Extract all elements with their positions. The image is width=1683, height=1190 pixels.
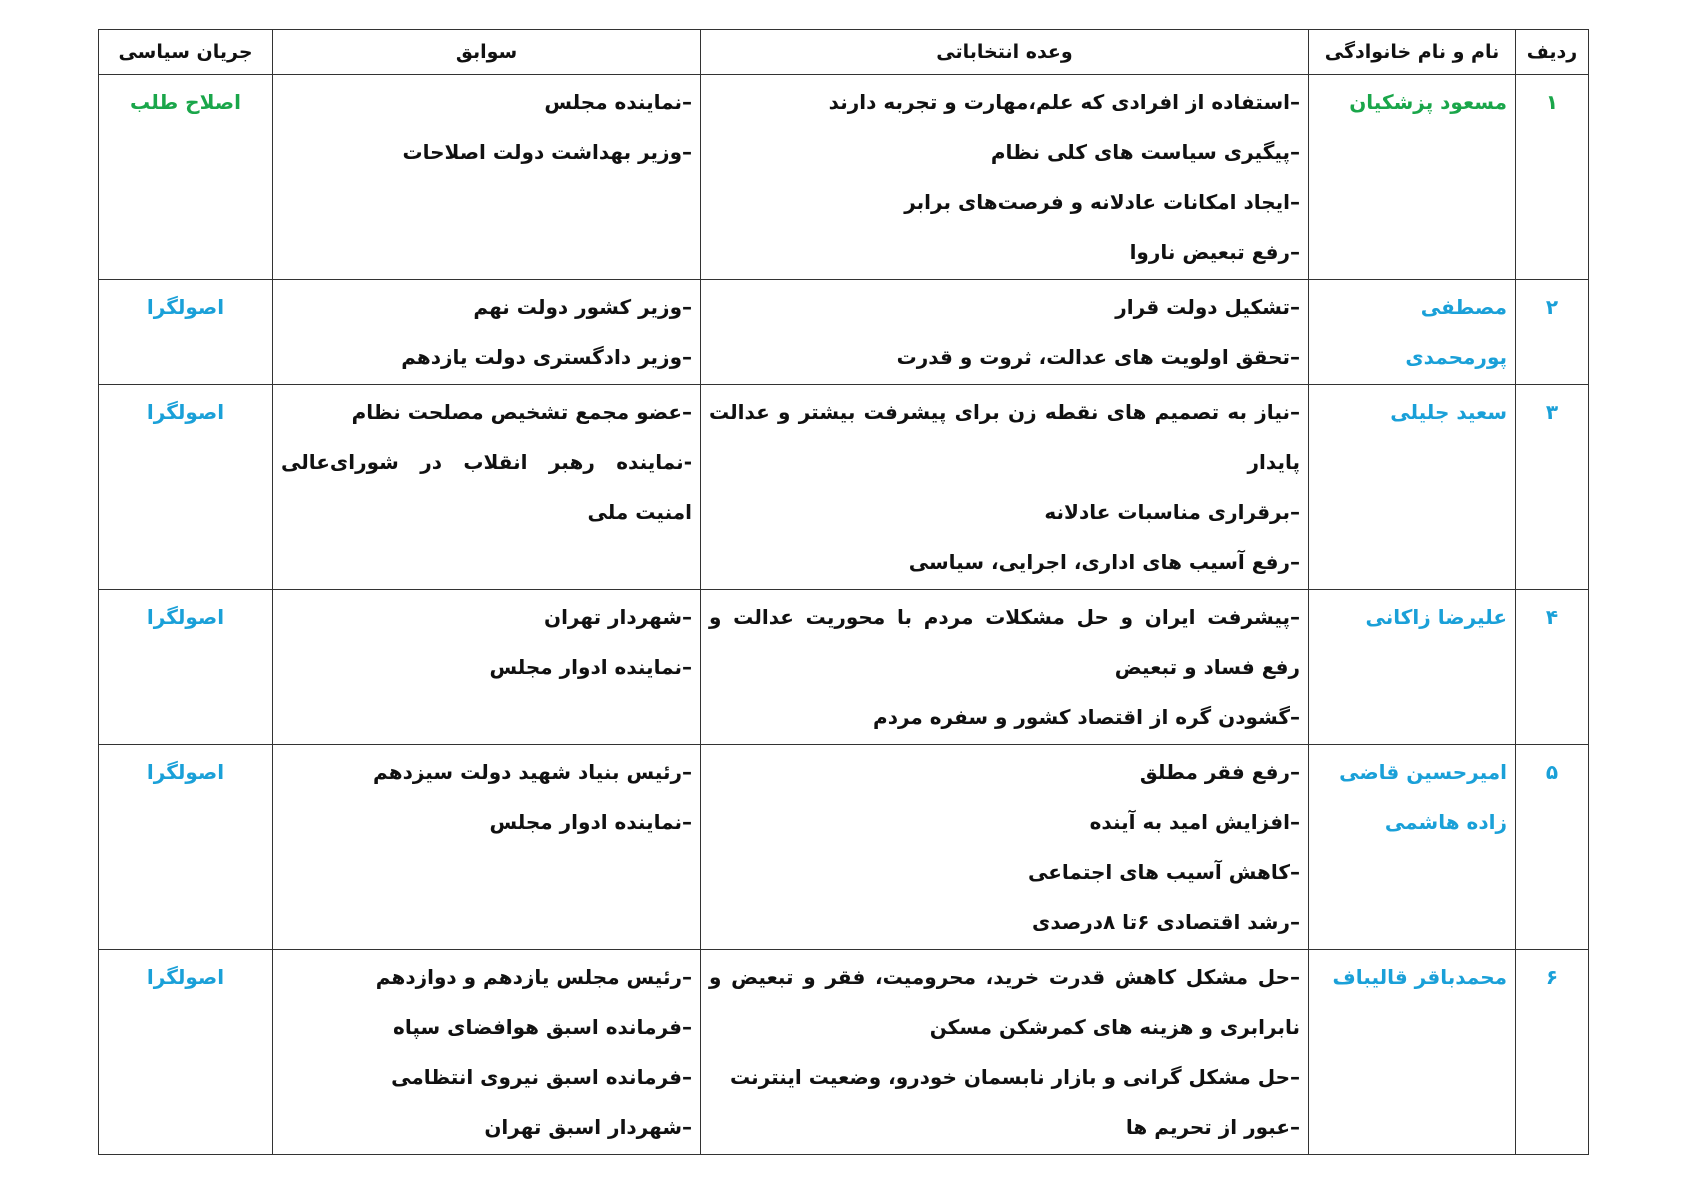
- row-number: ۳: [1516, 385, 1589, 590]
- background-item: –عضو مجمع تشخیص مصلحت نظام: [351, 400, 692, 424]
- party-cell: اصولگرا: [99, 385, 273, 590]
- promise-item: –رشد اقتصادی ۶تا ۸درصدی: [1031, 910, 1300, 934]
- promises-cell: [701, 590, 1309, 745]
- row-number: ۵: [1516, 745, 1589, 950]
- promises-cell: [701, 280, 1309, 385]
- promise-item: –ایجاد امکانات عادلانه و فرصت‌های برابر: [904, 190, 1300, 214]
- header-full-name: نام و نام خانوادگی: [1309, 30, 1516, 75]
- promise-item: –برقراری مناسبات عادلانه: [1044, 500, 1300, 524]
- promise-item: –افزایش امید به آینده: [1089, 810, 1300, 834]
- promise-item: –پیگیری سیاست های کلی نظام: [990, 140, 1300, 164]
- background-cell: [273, 75, 701, 280]
- background-item: –شهردار اسبق تهران: [484, 1115, 692, 1139]
- promise-item: –پیشرفت ایران و حل مشکلات مردم با محوریت عدالت و رفع فساد و تبعیض: [709, 605, 1300, 679]
- background-item: –شهردار تهران: [544, 605, 692, 629]
- row-number: ۴: [1516, 590, 1589, 745]
- promise-item: –تحقق اولویت های عدالت، ثروت و قدرت: [896, 345, 1300, 369]
- header-election-promises: وعده انتخاباتی: [701, 30, 1309, 75]
- promise-item: –رفع آسیب های اداری، اجرایی، سیاسی: [908, 550, 1300, 574]
- background-item: –فرمانده اسبق هوافضای سپاه: [393, 1015, 692, 1039]
- promises-cell: [701, 385, 1309, 590]
- background-item: –نماینده مجلس: [544, 90, 692, 114]
- promise-item: –عبور از تحریم ها: [1125, 1115, 1300, 1139]
- table-row: [99, 745, 1589, 950]
- background-cell: [273, 280, 701, 385]
- promises-cell: [701, 745, 1309, 950]
- header-political-party: جریان سیاسی: [99, 30, 273, 75]
- document-sheet: [98, 29, 1588, 1155]
- table-row: [99, 385, 1589, 590]
- promise-item: –رفع تبعیض ناروا: [1129, 240, 1300, 264]
- promise-item: –نیاز به تصمیم های نقطه زن برای پیشرفت بیشتر و عدالت پایدار: [709, 400, 1300, 474]
- candidate-name: محمدباقر قالیباف: [1309, 950, 1516, 1155]
- promise-item: –تشکیل دولت قرار: [1115, 295, 1300, 319]
- header-row: [99, 30, 1589, 75]
- table-row: [99, 590, 1589, 745]
- background-item: –فرمانده اسبق نیروی انتظامی: [391, 1065, 692, 1089]
- background-cell: [273, 590, 701, 745]
- candidate-name: علیرضا زاکانی: [1309, 590, 1516, 745]
- promise-item: –استفاده از افرادی که علم،مهارت و تجربه دارند: [828, 90, 1300, 114]
- row-number: ۲: [1516, 280, 1589, 385]
- background-item: –وزیر دادگستری دولت یازدهم: [401, 345, 692, 369]
- background-cell: [273, 385, 701, 590]
- promise-item: –حل مشکل کاهش قدرت خرید، محرومیت، فقر و تبعیض و نابرابری و هزینه های کمرشکن مسکن: [709, 965, 1300, 1039]
- promise-item: –رفع فقر مطلق: [1139, 760, 1300, 784]
- promises-cell: [701, 950, 1309, 1155]
- candidates-table: [98, 29, 1589, 1155]
- promise-item: –کاهش آسیب های اجتماعی: [1028, 860, 1300, 884]
- promises-cell: [701, 75, 1309, 280]
- party-cell: اصلاح طلب: [99, 75, 273, 280]
- background-cell: [273, 950, 701, 1155]
- candidate-name: مسعود پزشکیان: [1309, 75, 1516, 280]
- header-row-number: ردیف: [1516, 30, 1589, 75]
- background-item: -نماینده رهبر انقلاب در شورای‌عالی امنیت ملی: [281, 450, 692, 524]
- row-number: ۶: [1516, 950, 1589, 1155]
- background-item: –رئیس بنیاد شهید دولت سیزدهم: [373, 760, 692, 784]
- promise-item: –گشودن گره از اقتصاد کشور و سفره مردم: [873, 705, 1300, 729]
- candidate-name: سعید جلیلی: [1309, 385, 1516, 590]
- table-row: [99, 950, 1589, 1155]
- header-background: سوابق: [273, 30, 701, 75]
- table-row: [99, 75, 1589, 280]
- party-cell: اصولگرا: [99, 590, 273, 745]
- background-item: –نماینده ادوار مجلس: [489, 810, 692, 834]
- party-cell: اصولگرا: [99, 950, 273, 1155]
- background-item: –نماینده ادوار مجلس: [489, 655, 692, 679]
- row-number: ۱: [1516, 75, 1589, 280]
- promise-item: –حل مشکل گرانی و بازار نابسمان خودرو، وضعیت اینترنت: [729, 1065, 1300, 1089]
- candidate-name: مصطفی پورمحمدی: [1309, 280, 1516, 385]
- background-item: –وزیر کشور دولت نهم: [473, 295, 692, 319]
- background-item: –رئیس مجلس یازدهم و دوازدهم: [375, 965, 692, 989]
- candidate-name: امیرحسین قاضی زاده هاشمی: [1309, 745, 1516, 950]
- party-cell: اصولگرا: [99, 280, 273, 385]
- party-cell: اصولگرا: [99, 745, 273, 950]
- background-item: –وزیر بهداشت دولت اصلاحات: [402, 140, 692, 164]
- background-cell: [273, 745, 701, 950]
- table-row: [99, 280, 1589, 385]
